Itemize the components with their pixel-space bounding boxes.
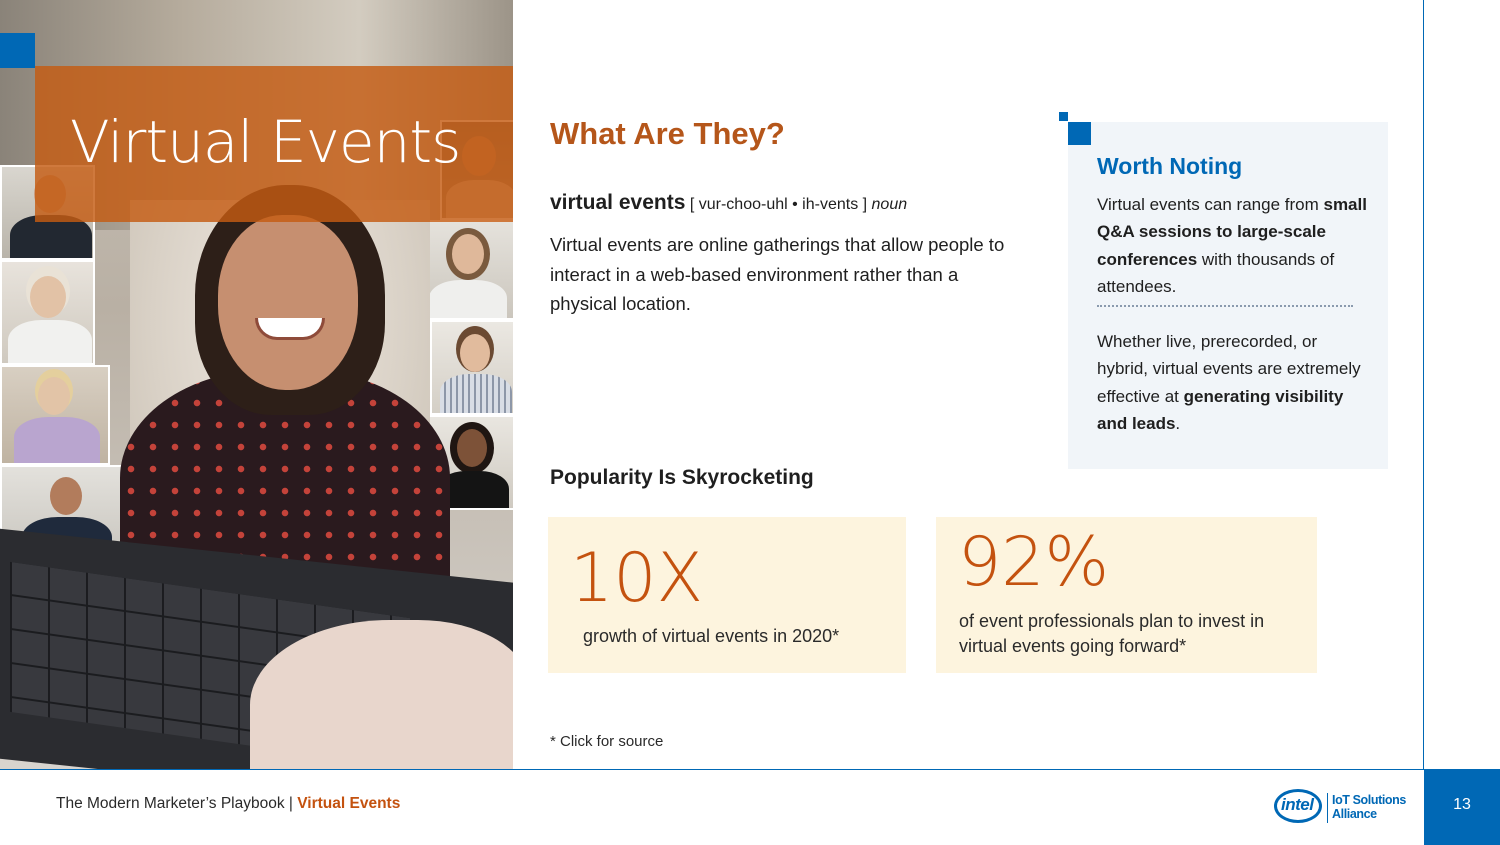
presenter-face [218,215,358,390]
stat-value: 92% [958,523,1110,602]
popularity-heading: Popularity Is Skyrocketing [550,466,814,489]
note-text: . [1175,413,1181,433]
logo-line-1: IoT Solutions [1332,793,1406,807]
worth-noting-paragraph-2 [1097,328,1367,437]
stat-value: 10X [570,539,704,618]
note-emphasis: generating visibility and leads [1097,386,1344,433]
page-title: Virtual Events [70,108,461,176]
note-emphasis: small Q&A sessions to large-scale conferences [1097,195,1367,269]
stat-card-growth [548,517,906,673]
worth-noting-title: Worth Noting [1097,153,1243,179]
logo-separator [1327,793,1328,823]
presenter-smile [255,318,325,340]
stat-description: of event professionals plan to invest in virtual events going forward* [959,611,1265,656]
note-text: with thousands of attendees. [1097,249,1335,296]
logo-subtitle [1332,793,1406,821]
source-link[interactable]: * Click for source [550,733,664,750]
dotted-divider [1097,305,1353,307]
part-of-speech: noun [871,196,908,213]
definition-body: Virtual events are online gatherings that allow people to interact in a web-based environment rather than a physical location. [550,234,1005,314]
stat-description: growth of virtual events in 2020* [583,626,840,646]
note-accent-square [1068,122,1091,145]
page-number: 13 [1453,796,1471,813]
intel-logo-word: intel [1281,795,1314,814]
pronunciation: [ vur-choo-uhl • ih-vents ] [685,196,872,213]
video-tile-woman-stripes [430,320,513,415]
footer-rule [0,769,1500,770]
video-tile-older-woman [0,260,95,365]
footer-doc-title [56,795,400,813]
logo-line-2: Alliance [1332,807,1377,821]
footer-section: Virtual Events [297,795,401,812]
note-accent-square-small [1059,112,1068,121]
section-heading: What Are They? [550,116,785,151]
page-number-box [1424,769,1500,845]
corner-accent-square [0,33,35,68]
stat-card-investment [936,517,1317,673]
note-text: Whether live, prerecorded, or hybrid, virtual events are extremely effective at [1097,332,1361,406]
right-divider-line [1423,0,1424,769]
definition-term: virtual events [550,191,686,214]
footer-publication: The Modern Marketer’s Playbook | [56,795,298,812]
note-text: Virtual events can range from [1097,195,1324,214]
video-tile-woman-purple [0,365,110,465]
worth-noting-paragraph-1 [1097,191,1367,300]
definition-line [550,191,907,215]
